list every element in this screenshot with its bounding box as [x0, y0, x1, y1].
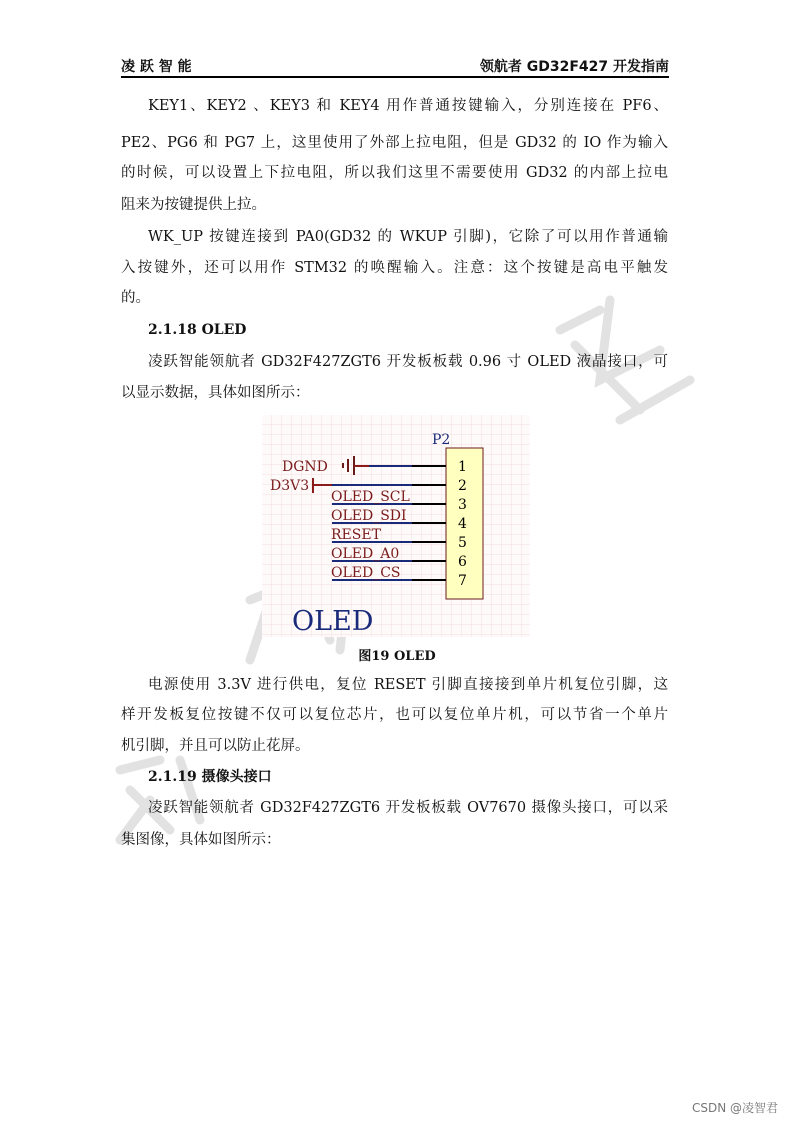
text-line: 电源使用 3.3V 进行供电，复位 RESET 引脚直接接到单片机复位引脚，这 [148, 677, 668, 693]
pin-number: 2 [458, 478, 467, 494]
text-line: 样开发板复位按键不仅可以复位芯片，也可以复位单片机，可以节省一个单片 [121, 707, 668, 723]
net-label: RESET [331, 527, 381, 543]
section-heading: 2.1.18 OLED [148, 322, 247, 338]
oled-schematic [262, 415, 530, 637]
pin-number: 1 [458, 459, 467, 475]
header-right: 领航者 GD32F427 开发指南 [479, 59, 669, 75]
text-line: 机引脚，并且可以防止花屏。 [121, 738, 310, 754]
text-line: PE2、PG6 和 PG7 上，这里使用了外部上拉电阻，但是 GD32 的 IO 作为输入 [121, 135, 668, 151]
net-label: OLED_A0 [331, 546, 400, 562]
footer-watermark: CSDN @凌智君 [691, 1101, 778, 1115]
net-label: OLED_SCL [331, 489, 410, 505]
power-label-d3v3: D3V3 [270, 478, 310, 494]
text-line: 凌跃智能领航者 GD32F427ZGT6 开发板板载 0.96 寸 OLED 液晶接口，可 [148, 354, 668, 370]
text-line: 的时候，可以设置上下拉电阻，所以我们这里不需要使用 GD32 的内部上拉电 [121, 165, 668, 181]
pin-number: 5 [458, 535, 467, 551]
text-line: 以显示数据，具体如图所示： [121, 385, 310, 401]
header-left: 凌 跃 智 能 [121, 59, 192, 75]
net-label: OLED_SDI [331, 508, 407, 524]
pin-number: 6 [458, 554, 467, 570]
text-line: WK_UP 按键连接到 PA0(GD32 的 WKUP 引脚)，它除了可以用作普通输 [148, 229, 668, 245]
schematic-title: OLED [292, 606, 374, 637]
text-line: KEY1、KEY2 、KEY3 和 KEY4 用作普通按键输入，分别连接在 PF6、 [148, 98, 668, 114]
pin-number: 4 [458, 516, 467, 532]
power-label-dgnd: DGND [282, 459, 328, 475]
section-heading: 2.1.19 摄像头接口 [148, 769, 272, 785]
designator: P2 [432, 432, 451, 448]
figure-caption: 图19 OLED [358, 649, 436, 664]
net-label: OLED_CS [331, 565, 401, 581]
text-line: 阻来为按键提供上拉。 [121, 197, 266, 213]
pin-number: 3 [458, 497, 467, 513]
text-line: 凌跃智能领航者 GD32F427ZGT6 开发板板载 OV7670 摄像头接口，可以采 [148, 800, 668, 816]
header-rule [121, 76, 669, 78]
text-line: 集图像，具体如图所示： [121, 832, 281, 848]
pin-number: 7 [458, 573, 467, 589]
text-line: 的。 [121, 290, 150, 306]
text-line: 入按键外，还可以用作 STM32 的唤醒输入。注意：这个按键是高电平触发 [121, 260, 668, 276]
